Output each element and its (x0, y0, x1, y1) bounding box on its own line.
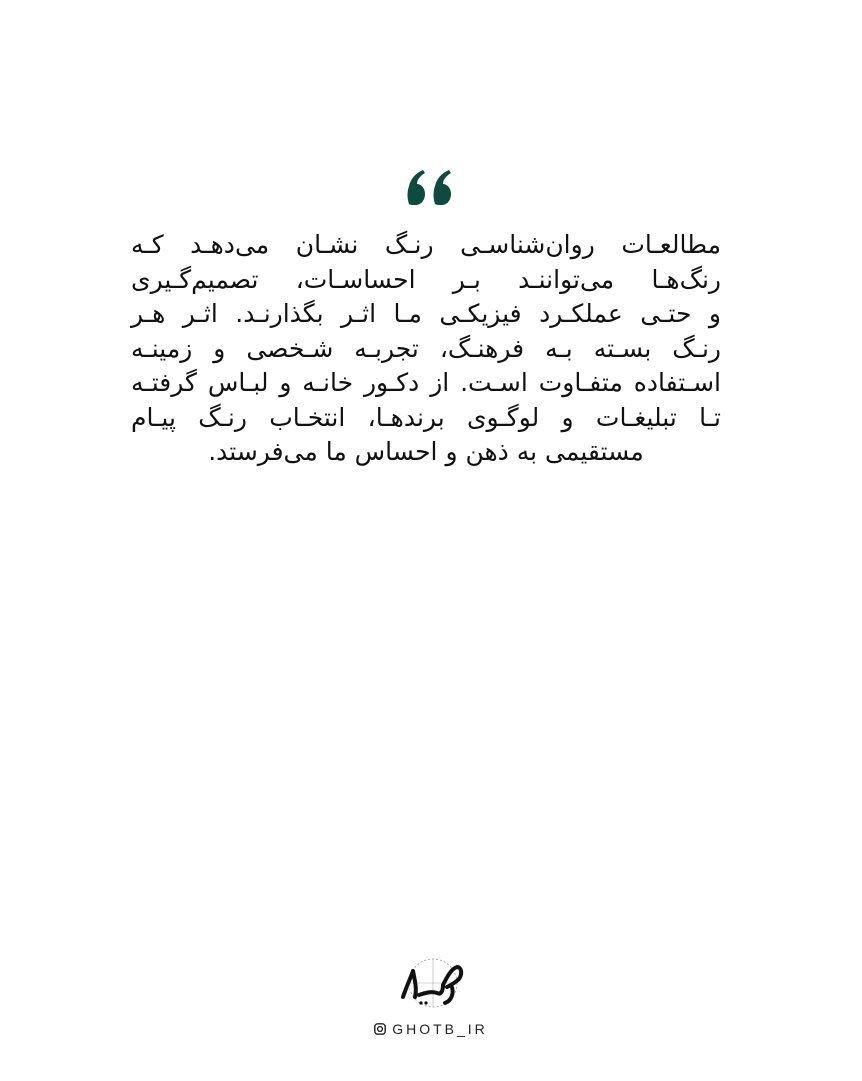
quote-line: مستقیمی به ذهن و احساس ما می‌فرستد. (208, 437, 644, 466)
instagram-icon (374, 1023, 386, 1035)
quote-line: رنـگ بسـته بـه فرهنـگ، تجربـه شـخصی و زمینـه (131, 333, 721, 363)
handle-text: GHOTB_IR (392, 1021, 488, 1037)
footer (0, 955, 862, 1039)
quote-line: رنگ‌هـا می‌تواننـد بـر احساسـات، تصمیم‌گـیری (131, 264, 721, 294)
quote-mark-icon (0, 150, 862, 220)
quote-line: مطالعـات روان‌شناسـی رنـگ نشـان می‌دهـد کـه (131, 230, 721, 259)
quote-line: تـا تبلیغـات و لوگـوی برندهـا، انتخـاب رنـگ پیـام (131, 402, 721, 432)
social-handle[interactable] (374, 1021, 488, 1037)
quote-line: و حتـی عملکـرد فیزیکـی مـا اثـر بگذارنـد. اثـر هـر (131, 299, 721, 328)
quote-body (131, 228, 721, 470)
brand-logo (381, 955, 481, 1015)
quote-glyph (405, 168, 457, 208)
quote-line: اسـتفاده متفـاوت اسـت. از دکـور خانـه و لبـاس گرفتـه (131, 368, 721, 397)
